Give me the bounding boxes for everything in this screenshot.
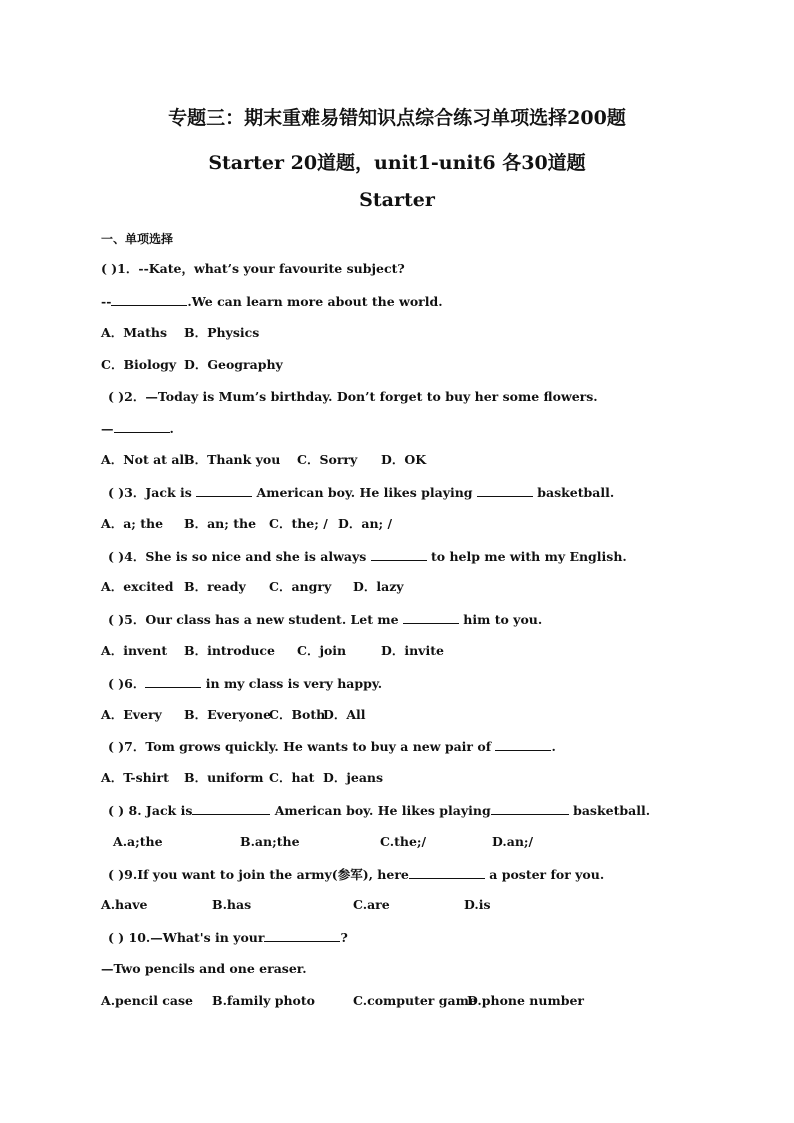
- option-a: A.a;the: [113, 834, 163, 849]
- option-c: C.the;/: [380, 834, 427, 849]
- option-a: A．invent: [101, 643, 168, 658]
- options-row-1a: [101, 325, 259, 341]
- option-d: D.phone number: [467, 993, 584, 1008]
- options-row-2: [101, 452, 426, 468]
- page-subtitle: Starter 20道题，unit1-unit6 各30道题: [208, 152, 586, 174]
- option-a: A．Maths: [101, 325, 168, 340]
- section-title: Starter: [359, 189, 435, 211]
- option-b: B．Thank you: [184, 452, 281, 467]
- option-b: B．uniform: [184, 770, 264, 785]
- answer-blank: [111, 293, 187, 306]
- option-c: C．Both: [269, 707, 326, 722]
- options-row-3: [101, 516, 392, 532]
- option-a: A．excited: [101, 579, 174, 594]
- options-row-8: [113, 834, 533, 850]
- answer-blank: [196, 484, 252, 497]
- option-a: A.pencil case: [101, 993, 193, 1008]
- question-4: ( )4．She is so nice and she is always to help me with my English.: [108, 549, 627, 564]
- option-c: C.are: [353, 897, 390, 912]
- question-3: ( )3．Jack is American boy. He likes playing basketball.: [108, 485, 615, 500]
- section-label: 一、单项选择: [101, 232, 174, 246]
- option-b: B．introduce: [184, 643, 275, 658]
- options-row-10: [101, 993, 584, 1009]
- option-d: D．Geography: [184, 357, 283, 372]
- question-1: ( )1．--Kate，what’s your favourite subject?: [101, 261, 405, 276]
- option-d: D．OK: [381, 452, 427, 467]
- option-d: D．All: [323, 707, 366, 722]
- options-row-7: [101, 770, 383, 786]
- option-c: C．Biology: [101, 357, 177, 372]
- option-d: D.an;/: [492, 834, 534, 849]
- option-b: B．Everyone: [184, 707, 272, 722]
- option-b: B．ready: [184, 579, 246, 594]
- option-c: C．angry: [269, 579, 332, 594]
- options-row-4: [101, 579, 404, 595]
- answer-blank: [114, 420, 170, 433]
- answer-blank: [371, 548, 427, 561]
- answer-blank: [409, 866, 485, 879]
- answer-blank: [495, 738, 551, 751]
- option-d: D.is: [464, 897, 491, 912]
- page-title: 专题三：期末重难易错知识点综合练习单项选择200题: [168, 107, 626, 129]
- option-a: A．a; the: [101, 516, 164, 531]
- answer-line-2: — .: [101, 421, 174, 436]
- options-row-5: [101, 643, 444, 659]
- option-b: B．an; the: [184, 516, 257, 531]
- question-10: ( ) 10.—What's in your ?: [108, 930, 348, 945]
- option-a: A．Not at all: [101, 452, 189, 467]
- option-d: D．jeans: [323, 770, 384, 785]
- question-2: ( )2．—Today is Mum’s birthday. Don’t forget to buy her some flowers.: [108, 389, 598, 404]
- question-9: ( )9.If you want to join the army(参军), here a poster for you.: [108, 867, 605, 882]
- option-c: C.computer game: [353, 993, 477, 1008]
- question-5: ( )5．Our class has a new student. Let me him to you.: [108, 612, 543, 627]
- question-8: ( ) 8. Jack is American boy. He likes playing basketball.: [108, 803, 651, 818]
- options-row-9: [101, 897, 491, 913]
- question-6: ( )6． in my class is very happy.: [108, 676, 383, 691]
- option-c: C．join: [297, 643, 347, 658]
- answer-blank: [145, 675, 201, 688]
- answer-blank: [403, 611, 459, 624]
- answer-blank: [192, 802, 270, 815]
- option-c: C．the; /: [269, 516, 328, 531]
- answer-line-10: —Two pencils and one eraser.: [101, 961, 307, 976]
- answer-blank: [477, 484, 533, 497]
- option-b: B.family photo: [212, 993, 316, 1008]
- options-row-6: [101, 707, 366, 723]
- option-d: D．lazy: [353, 579, 404, 594]
- option-c: C．Sorry: [297, 452, 358, 467]
- option-b: B.has: [212, 897, 252, 912]
- option-a: A．Every: [101, 707, 162, 722]
- option-d: D．invite: [381, 643, 444, 658]
- option-b: B．Physics: [184, 325, 260, 340]
- answer-blank: [491, 802, 569, 815]
- question-7: ( )7．Tom grows quickly. He wants to buy a new pair of .: [108, 739, 556, 754]
- options-row-1b: [101, 357, 283, 373]
- answer-blank: [264, 929, 340, 942]
- option-a: A．T-shirt: [101, 770, 169, 785]
- option-d: D．an; /: [338, 516, 393, 531]
- option-b: B.an;the: [240, 834, 300, 849]
- option-a: A.have: [101, 897, 148, 912]
- answer-line-1: -- .We can learn more about the world.: [101, 294, 443, 309]
- option-c: C．hat: [269, 770, 315, 785]
